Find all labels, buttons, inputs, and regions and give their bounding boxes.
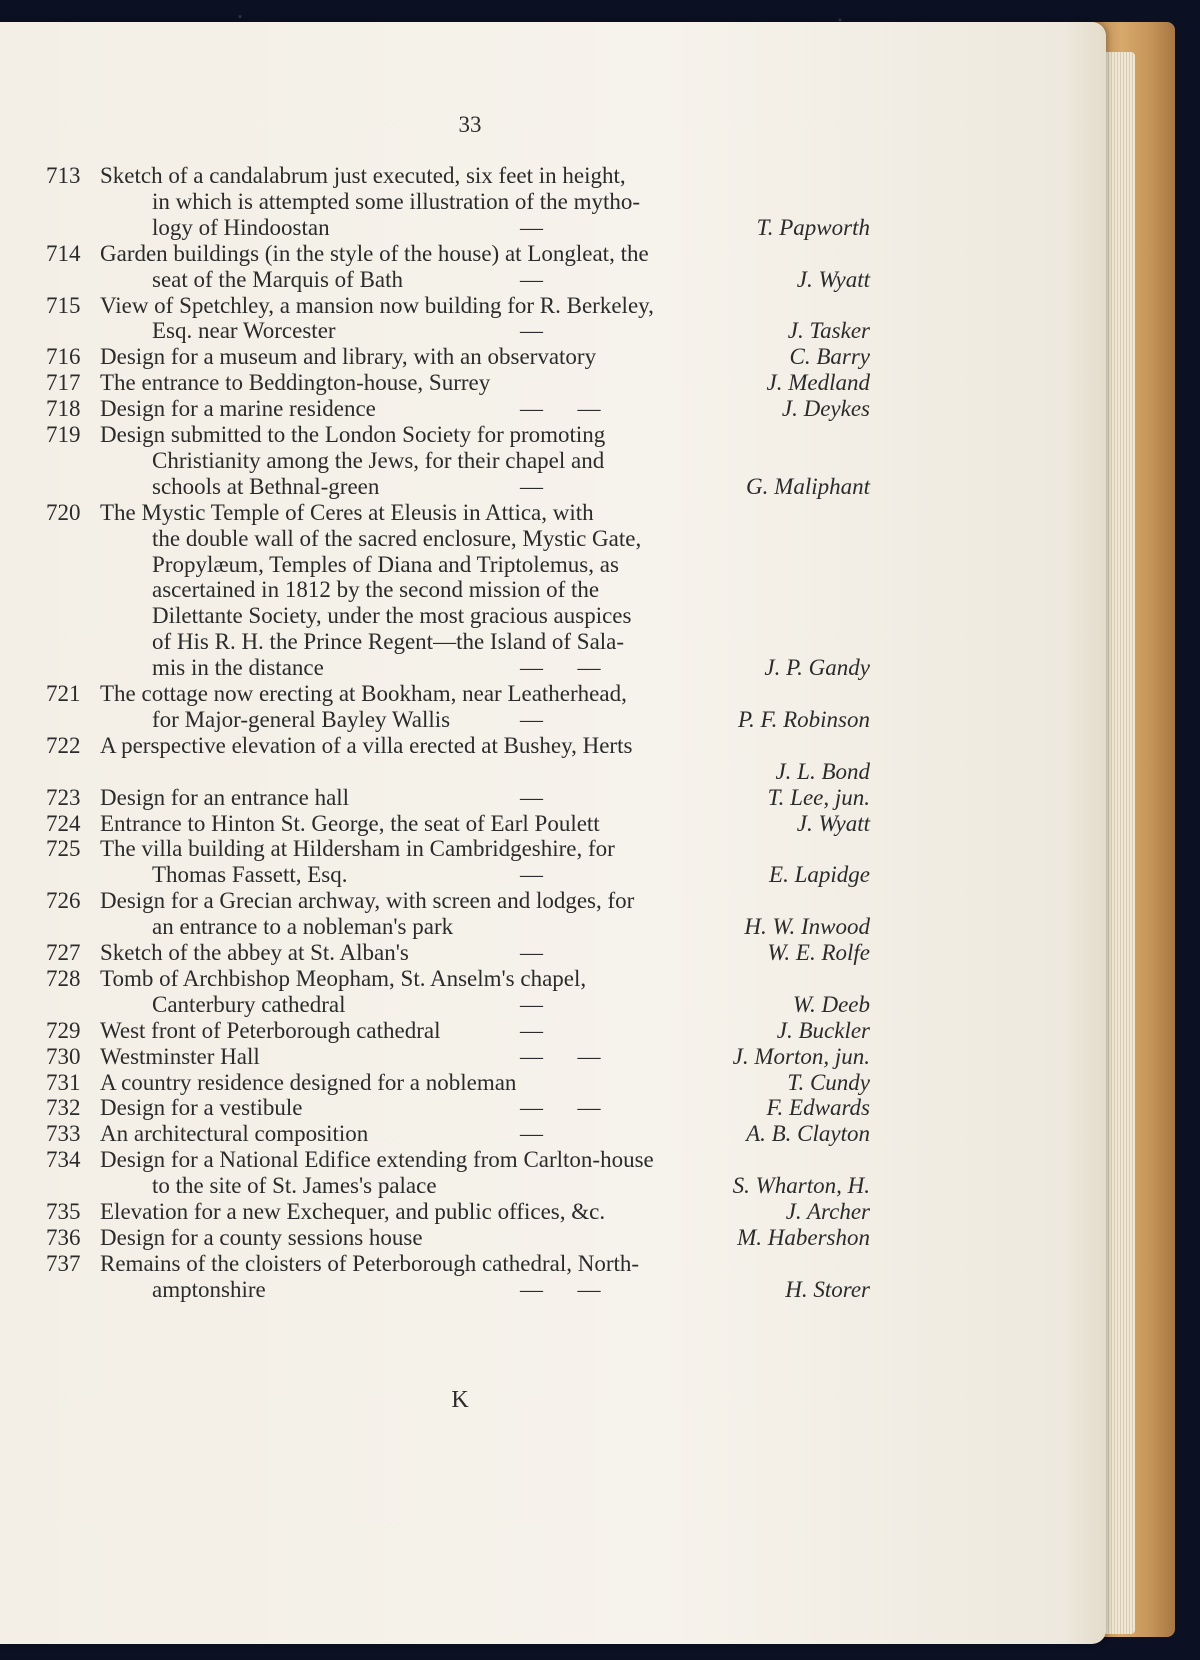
dash-separator: — — bbox=[520, 1276, 601, 1302]
entry-line bbox=[0, 1198, 870, 1226]
entry-text: The cottage now erecting at Bookham, near Leatherhead, bbox=[100, 681, 627, 706]
entry-line bbox=[0, 421, 870, 449]
entry-text: Design for a National Edifice extending from Carlton-house bbox=[100, 1147, 654, 1173]
dash-separator: — — bbox=[520, 1095, 601, 1121]
entry-text: Thomas Fassett, Esq. bbox=[152, 862, 348, 888]
entry-text: Design for an entrance hall bbox=[100, 784, 350, 810]
entry-line bbox=[0, 835, 870, 863]
entry-line bbox=[0, 292, 870, 320]
entry-line bbox=[0, 965, 870, 993]
dash-separator: — bbox=[520, 1121, 543, 1147]
entry-number: 722 bbox=[46, 732, 81, 758]
entry-text: West front of Peterborough cathedral bbox=[100, 1017, 441, 1043]
dash-separator: — — bbox=[520, 1043, 601, 1069]
entry-number: 720 bbox=[46, 499, 81, 525]
entry-number: 726 bbox=[46, 888, 81, 914]
entry-text: Canterbury cathedral bbox=[152, 991, 346, 1017]
entry-number: 733 bbox=[46, 1121, 81, 1147]
entry-number: 737 bbox=[46, 1250, 81, 1276]
entry-text: amptonshire bbox=[152, 1276, 266, 1302]
artist-name: J. Morton, jun. bbox=[732, 1043, 870, 1069]
entry-line bbox=[0, 680, 870, 708]
artist-name: J. Medland bbox=[766, 370, 870, 396]
dash-separator: — — bbox=[520, 396, 601, 422]
artist-name: H. W. Inwood bbox=[744, 914, 870, 940]
entry-line bbox=[0, 576, 870, 604]
entry-line bbox=[0, 162, 870, 190]
dash-separator: — bbox=[520, 214, 543, 240]
dash-separator: — bbox=[520, 266, 543, 292]
entry-text: ascertained in 1812 by the second mission of the bbox=[152, 577, 600, 603]
entry-number: 717 bbox=[46, 370, 81, 396]
entry-text: Design for a vestibule bbox=[100, 1095, 303, 1121]
artist-name: T. Papworth bbox=[756, 214, 870, 240]
artist-name: J. P. Gandy bbox=[764, 655, 870, 681]
entry-line bbox=[0, 499, 870, 527]
entry-text: of His R. H. the Prince Regent—the Island of Sala- bbox=[152, 629, 625, 655]
page-number: 33 bbox=[458, 112, 482, 137]
entry-number: 723 bbox=[46, 784, 81, 810]
entry-line bbox=[0, 317, 870, 345]
entry-number: 719 bbox=[46, 422, 81, 447]
entry-number: 716 bbox=[46, 344, 81, 370]
entry-number: 724 bbox=[46, 810, 81, 836]
entry-text: Westminster Hall bbox=[100, 1043, 260, 1069]
entry-line bbox=[0, 913, 870, 941]
artist-name: T. Cundy bbox=[787, 1069, 870, 1095]
entry-text: Design for a museum and library, with an observatory bbox=[100, 344, 597, 370]
dash-separator: — bbox=[520, 991, 543, 1017]
entry-number: 734 bbox=[46, 1147, 81, 1173]
entry-number: 721 bbox=[46, 681, 81, 706]
entry-text: seat of the Marquis of Bath bbox=[152, 266, 404, 292]
entry-text: The villa building at Hildersham in Cambridgeshire, for bbox=[100, 836, 615, 862]
entry-line bbox=[0, 214, 870, 242]
entry-line bbox=[0, 1276, 870, 1304]
entry-line bbox=[0, 732, 870, 760]
entry-line bbox=[0, 1172, 870, 1200]
artist-name: J. Archer bbox=[785, 1199, 870, 1224]
dash-separator: — bbox=[520, 862, 543, 888]
entry-number: 714 bbox=[46, 240, 81, 266]
artist-name: J. Tasker bbox=[787, 318, 870, 344]
dash-separator: — bbox=[520, 1017, 543, 1043]
entry-text: An architectural composition bbox=[100, 1121, 369, 1147]
artist-name: F. Edwards bbox=[766, 1095, 870, 1121]
entry-number: 735 bbox=[46, 1199, 81, 1224]
entry-text: for Major-general Bayley Wallis bbox=[152, 706, 451, 732]
entry-number: 728 bbox=[46, 965, 81, 991]
entry-text: the double wall of the sacred enclosure, Mystic Gate, bbox=[152, 525, 642, 551]
entry-text: A perspective elevation of a villa erected at Bushey, Herts bbox=[100, 732, 633, 758]
entry-number: 729 bbox=[46, 1017, 81, 1043]
entry-line bbox=[0, 1043, 870, 1071]
entry-text: Esq. near Worcester bbox=[152, 318, 336, 344]
entry-text: in which is attempted some illustration of the mytho- bbox=[152, 188, 641, 214]
entry-text: to the site of St. James's palace bbox=[152, 1173, 437, 1199]
artist-name: A. B. Clayton bbox=[746, 1121, 870, 1147]
entry-line bbox=[0, 188, 870, 216]
entry-line bbox=[0, 240, 870, 268]
entry-line bbox=[0, 1250, 870, 1278]
entry-number: 715 bbox=[46, 292, 81, 318]
entry-line bbox=[0, 1094, 870, 1122]
entry-text: Propylæum, Temples of Diana and Triptolemus, as bbox=[152, 551, 619, 577]
entry-text: A country residence designed for a nobleman bbox=[100, 1069, 517, 1095]
artist-name: S. Wharton, H. bbox=[732, 1173, 870, 1199]
entry-line bbox=[0, 473, 870, 501]
entry-number: 730 bbox=[46, 1043, 81, 1069]
entry-text: Entrance to Hinton St. George, the seat of Earl Poulett bbox=[100, 810, 600, 836]
entry-text: Garden buildings (in the style of the house) at Longleat, the bbox=[100, 240, 649, 266]
entry-number: 736 bbox=[46, 1224, 81, 1250]
dash-separator: — bbox=[520, 473, 543, 499]
entry-number: 718 bbox=[46, 396, 81, 422]
entry-text: Sketch of a candalabrum just executed, six feet in height, bbox=[100, 163, 626, 188]
entry-line bbox=[0, 758, 870, 786]
entry-text: Design submitted to the London Society for promoting bbox=[100, 422, 606, 447]
entry-line bbox=[0, 395, 870, 423]
artist-name: J. L. Bond bbox=[775, 758, 870, 784]
entry-line bbox=[0, 1069, 870, 1097]
artist-name: J. Wyatt bbox=[796, 266, 870, 292]
entry-number: 713 bbox=[46, 163, 81, 188]
entry-text: Elevation for a new Exchequer, and public offices, &c. bbox=[100, 1199, 606, 1224]
entry-line bbox=[0, 266, 870, 294]
entry-line bbox=[0, 369, 870, 397]
dash-separator: — bbox=[520, 784, 543, 810]
entry-number: 731 bbox=[46, 1069, 81, 1095]
artist-name: W. E. Rolfe bbox=[767, 940, 870, 965]
artist-name: E. Lapidge bbox=[769, 862, 870, 888]
entry-text: Sketch of the abbey at St. Alban's bbox=[100, 940, 409, 965]
artist-name: P. F. Robinson bbox=[737, 706, 870, 732]
artist-name: G. Maliphant bbox=[746, 473, 870, 499]
entry-text: schools at Bethnal-green bbox=[152, 473, 380, 499]
entry-text: Remains of the cloisters of Peterborough cathedral, North- bbox=[100, 1250, 640, 1276]
artist-name: C. Barry bbox=[789, 344, 870, 370]
artist-name: J. Deykes bbox=[781, 396, 870, 422]
entry-text: Christianity among the Jews, for their chapel and bbox=[152, 447, 605, 473]
entry-text: The Mystic Temple of Ceres at Eleusis in Attica, with bbox=[100, 499, 594, 525]
entry-line bbox=[0, 706, 870, 734]
entry-line bbox=[0, 628, 870, 656]
dash-separator: — bbox=[520, 318, 543, 344]
entry-text: View of Spetchley, a mansion now building for R. Berkeley, bbox=[100, 292, 654, 318]
entry-text: Design for a county sessions house bbox=[100, 1224, 423, 1250]
entry-line bbox=[0, 525, 870, 553]
dash-separator: — — bbox=[520, 655, 601, 681]
entry-line bbox=[0, 991, 870, 1019]
entry-line bbox=[0, 551, 870, 579]
entry-line bbox=[0, 1146, 870, 1174]
entry-text: mis in the distance bbox=[152, 655, 324, 681]
entry-line bbox=[0, 447, 870, 475]
dash-separator: — bbox=[520, 706, 543, 732]
entry-text: Design for a marine residence bbox=[100, 396, 376, 422]
entry-number: 727 bbox=[46, 940, 81, 965]
book-page bbox=[0, 22, 1106, 1644]
entry-number: 732 bbox=[46, 1095, 81, 1121]
entry-line bbox=[0, 343, 870, 371]
artist-name: M. Habershon bbox=[737, 1224, 870, 1250]
entry-line bbox=[0, 1017, 870, 1045]
entry-line bbox=[0, 1120, 870, 1148]
entry-line bbox=[0, 602, 870, 630]
artist-name: J. Wyatt bbox=[796, 810, 870, 836]
entry-line bbox=[0, 810, 870, 838]
entry-text: Design for a Grecian archway, with screen and lodges, for bbox=[100, 888, 635, 914]
entry-text: logy of Hindoostan bbox=[152, 214, 330, 240]
entry-line bbox=[0, 1224, 870, 1252]
entry-text: Dilettante Society, under the most gracious auspices bbox=[152, 603, 632, 629]
artist-name: W. Deeb bbox=[792, 991, 870, 1017]
page-content bbox=[0, 22, 1106, 1644]
artist-name: J. Buckler bbox=[776, 1017, 870, 1043]
entry-line bbox=[0, 861, 870, 889]
entry-line bbox=[0, 654, 870, 682]
entry-text: Tomb of Archbishop Meopham, St. Anselm's chapel, bbox=[100, 965, 587, 991]
artist-name: T. Lee, jun. bbox=[767, 784, 870, 810]
entry-line bbox=[0, 784, 870, 812]
entry-line bbox=[0, 887, 870, 915]
signature-mark: K bbox=[451, 1387, 469, 1413]
entry-number: 725 bbox=[46, 836, 81, 862]
entry-line bbox=[0, 939, 870, 967]
artist-name: H. Storer bbox=[785, 1276, 870, 1302]
dash-separator: — bbox=[520, 940, 543, 965]
entry-text: an entrance to a nobleman's park bbox=[152, 914, 454, 940]
entry-text: The entrance to Beddington-house, Surrey bbox=[100, 370, 491, 396]
